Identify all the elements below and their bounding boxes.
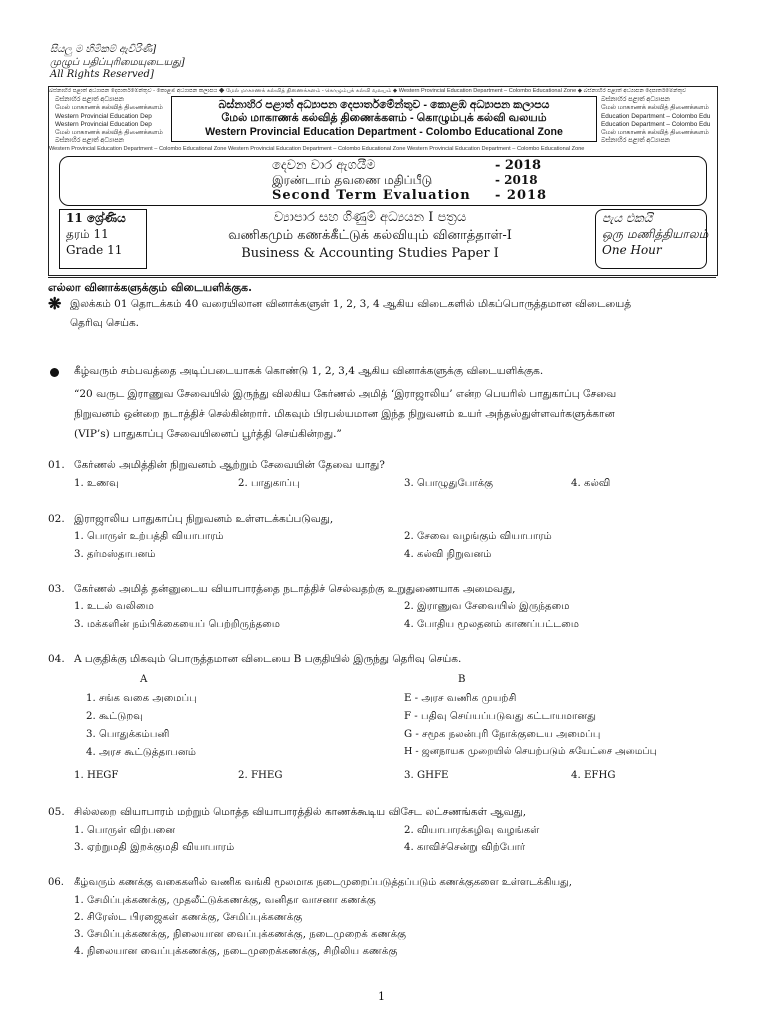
header-bottom-strip: Western Provincial Education Department – Colombo Educational Zone Western Provincial Education Department – Colombo Educational Zone Western Provincial Education Department – Colombo Educational Zone — [49, 146, 585, 152]
q3-option-1: 1. உடல் வலிமை — [74, 601, 154, 612]
q1-option-1: 1. உணவு — [74, 478, 119, 489]
institution-banner — [171, 96, 597, 142]
column-b-item: F - பதிவு செய்யப்படுவது கட்டாயமானது — [404, 711, 597, 722]
column-b-item: H - ஜனநாயக முறையில் செயற்படும் சுயேட்சை அமைப்பு — [404, 746, 657, 757]
header-left-lines: බස්නාහිර පළාත් අධ්‍යාපන மேல் மாகாணக் கல்வித் திணைக்களம் Western Provincial Education Dep Western Provincial Education Dep மேல் மாகாணக் கல்வித் திணைக்களம் බස්නාහිර පළාත් අධ්‍යාපන — [55, 96, 163, 145]
grade-en: Grade 11 — [66, 243, 123, 257]
question-number: 05. — [48, 806, 65, 818]
banner-sinhala: බස්නාහිර පළාත් අධ්‍යාපන දෙපාර්තමේන්තුව - කොළඹ අධ්‍යාපන කලාපය — [218, 99, 550, 111]
asterisk-icon: ❋ — [48, 294, 62, 313]
q1-option-4: 4. கல்வி — [571, 478, 611, 489]
q1-option-3: 3. பொழுதுபோக்கு — [404, 478, 494, 489]
q5-option-2: 2. வியாபாரக்கழிவு வழங்கள் — [404, 825, 540, 836]
q4-option-2: 2. FHEG — [238, 770, 283, 781]
rights-line-en: All Rights Reserved] — [50, 69, 154, 80]
column-a-item: 2. கூட்டுறவு — [86, 711, 144, 722]
header-right-lines: බස්නාහිර පළාත් අධ්‍යාපන மேல் மாகாணக் கல்வித் திணைக்களம் Education Department – Colombo Edu Education Department – Colombo Edu மேல் மாகாணக் கல்வித் திணைக்களம் බස්නාහිර පළාත් අධ්‍යාපන — [601, 96, 711, 145]
term-evaluation-box: දෙවන වාර ඇගයීම - 2018 இரண்டாம் தவணை மதிப்பீடு - 2018 Second Term Evaluation - 2018 — [59, 156, 707, 206]
subject-ta: வணிகமும் கணக்கீட்டுக் கல்வியும் வினாத்தாள்-I — [228, 228, 512, 243]
question-text: A பகுதிக்கு மிகவும் பொருத்தமான விடையை B பகுதியில் இருந்து தெரிவு செய்க. — [74, 653, 462, 665]
q4-option-3: 3. GHFE — [404, 770, 449, 781]
passage-intro: கீழ்வரும் சம்பவத்தை அடிப்படையாகக் கொண்டு 1, 2, 3,4 ஆகிய வினாக்களுக்கு விடையளிக்குக. — [74, 365, 544, 377]
time-ta: ஒரு மணித்தியாலம் — [602, 227, 709, 241]
q2-option-1: 1. பொருள் உற்பத்தி வியாபாரம் — [74, 531, 224, 542]
question-number: 06. — [48, 877, 64, 888]
instructions-line-2: தெரிவு செய்க. — [70, 317, 139, 329]
column-a-item: 3. பொதுக்கம்பனி — [86, 729, 170, 740]
q3-option-4: 4. போதிய மூலதனம் காணப்பட்டமை — [404, 619, 580, 630]
q6-option-3: 3. சேமிப்புக்கணக்கு, நிலையான வைப்புக்கணக்கு, நடைமுறைக் கணக்கு — [74, 929, 407, 940]
column-a-item: 4. அரச கூட்டுத்தாபனம் — [86, 747, 197, 758]
q6-option-4: 4. நிலையான வைப்புக்கணக்கு, நடைமுறைக்கணக்கு, சிறிலிய கணக்கு — [74, 946, 398, 957]
passage-line-1: “20 வருட இராணுவ சேவையில் இருந்து விலகிய கேர்ணல் அமித் ‘இராஜாலிய’ என்ற பெயரில் பாதுகாப்பு சேவை — [74, 388, 617, 400]
time-box — [595, 209, 707, 269]
grade-box — [59, 209, 147, 269]
divider — [48, 277, 716, 278]
subject-en: Business & Accounting Studies Paper I — [241, 246, 499, 261]
bullet-icon — [50, 368, 59, 377]
banner-english: Western Provincial Education Department - Colombo Educational Zone — [205, 126, 563, 138]
question-number: 03. — [48, 583, 65, 595]
column-b-item: G - சமூக நலன்புரி நோக்குடைய அமைப்பு — [404, 729, 601, 740]
question-number: 04. — [48, 653, 65, 665]
q3-option-2: 2. இராணுவ சேவையில் இருந்தமை — [404, 601, 570, 612]
question-number: 02. — [48, 513, 65, 525]
column-a-item: 1. சங்க வகை அமைப்பு — [86, 693, 197, 704]
instructions-heading: எல்லா வினாக்களுக்கும் விடையளிக்குக. — [48, 281, 252, 294]
q4-option-4: 4. EFHG — [571, 770, 616, 781]
subject-title — [145, 209, 595, 267]
column-a-heading: A — [140, 674, 148, 685]
question-text: இராஜாலிய பாதுகாப்பு நிறுவனம் உள்ளடக்கப்படுவது, — [74, 513, 334, 525]
question-number: 01. — [48, 459, 65, 471]
column-b-heading: B — [458, 674, 466, 685]
time-en: One Hour — [602, 243, 662, 257]
q5-option-4: 4. காவிச்சென்று விற்போர் — [404, 842, 526, 853]
instructions-line-1: இலக்கம் 01 தொடக்கம் 40 வரையிலான வினாக்களுள் 1, 2, 3, 4 ஆகிய விடைகளில் மிகப்பொருத்தமான விடையைத் — [70, 298, 632, 310]
q2-option-3: 3. தர்மஸ்தாபனம் — [74, 549, 156, 560]
q5-option-1: 1. பொருள் விற்பனை — [74, 825, 176, 836]
q2-option-4: 4. கல்வி நிறுவனம் — [404, 549, 492, 560]
question-text: கேர்ணல் அமித் தன்னுடைய வியாபாரத்தை நடாத்திச் செல்வதற்கு உறுதுணையாக அமைவது, — [74, 583, 516, 595]
rights-line-si: සියලු ම හිමිකම් ඇවිරිණි] — [50, 44, 157, 55]
header-top-strip: බස්නාහිර පළාත් අධ්‍යාපන දෙපාර්තමේන්තුව - කොළඹ අධ්‍යාපන කලාපය ◆ மேல் மாகாணக் கல்வித் திணைக்களம் - கொழும்புக் கல்வி வலயம் ◆ Western Provincial Education Department – Colombo Educational Zone ◆ බස්නාහිර පළාත් අධ්‍යාපන දෙපාර්තමේන්තුව — [49, 88, 687, 94]
grade-ta: தரம் 11 — [66, 227, 109, 241]
banner-tamil: மேல் மாகாணக் கல்வித் திணைக்களம் - கொழும்புக் கல்வி வலயம் — [221, 112, 547, 124]
question-text: கீழ்வரும் கணக்கு வகைகளில் வணிக வங்கி மூலமாக நடைமுறைப்படுத்தப்படும் கணக்குகளை உள்ளடக்கியது, — [74, 877, 572, 888]
q2-option-2: 2. சேவை வழங்கும் வியாபாரம் — [404, 531, 552, 542]
q1-option-2: 2. பாதுகாப்பு — [238, 478, 300, 489]
q4-option-1: 1. HEGF — [74, 770, 119, 781]
page-number: 1 — [378, 990, 385, 1003]
rights-notice — [50, 44, 185, 82]
q3-option-3: 3. மக்களின் நம்பிக்கையைப் பெற்றிருந்தமை — [74, 619, 281, 630]
column-b-item: E - அரச வணிக முயற்சி — [404, 693, 517, 704]
subject-si: ව්‍යාපාර සහ ගිණුම් අධ්‍යයන I පත්‍රය — [273, 210, 467, 225]
question-text: கேர்ணல் அமித்தின் நிறுவனம் ஆற்றும் சேவையின் தேவை யாது? — [74, 459, 385, 471]
question-text: சில்லறை வியாபாரம் மற்றும் மொத்த வியாபாரத்தில் காணக்கூடிய விசேட லட்சணங்கள் ஆவது, — [74, 806, 527, 818]
exam-header — [48, 86, 718, 276]
grade-si: 11 ශ්‍රේණිය — [66, 211, 126, 225]
time-si: පැය එකයි — [602, 211, 653, 225]
rights-line-ta: முழுப் பதிப்புரிமையுடையது] — [50, 56, 185, 68]
q5-option-3: 3. ஏற்றுமதி இறக்குமதி வியாபாரம் — [74, 842, 235, 853]
passage-line-2: நிறுவனம் ஒன்றை நடாத்திச் செல்கின்றார். மிகவும் பிரபல்யமான இந்த நிறுவனம் உயர் அந்தஸ்துள்ளவர்களுக்கான — [74, 408, 615, 420]
q6-option-1: 1. சேமிப்புக்கணக்கு, முதலீட்டுக்கணக்கு, வனிதா வாசனா கணக்கு — [74, 895, 376, 906]
passage-line-3: (VIP’s) பாதுகாப்பு சேவையினைப் பூர்த்தி செய்கின்றது.” — [74, 428, 342, 440]
q6-option-2: 2. சிரேஸ்ட பிரஜைகள் கணக்கு, சேமிப்புக்கணக்கு — [74, 912, 303, 923]
